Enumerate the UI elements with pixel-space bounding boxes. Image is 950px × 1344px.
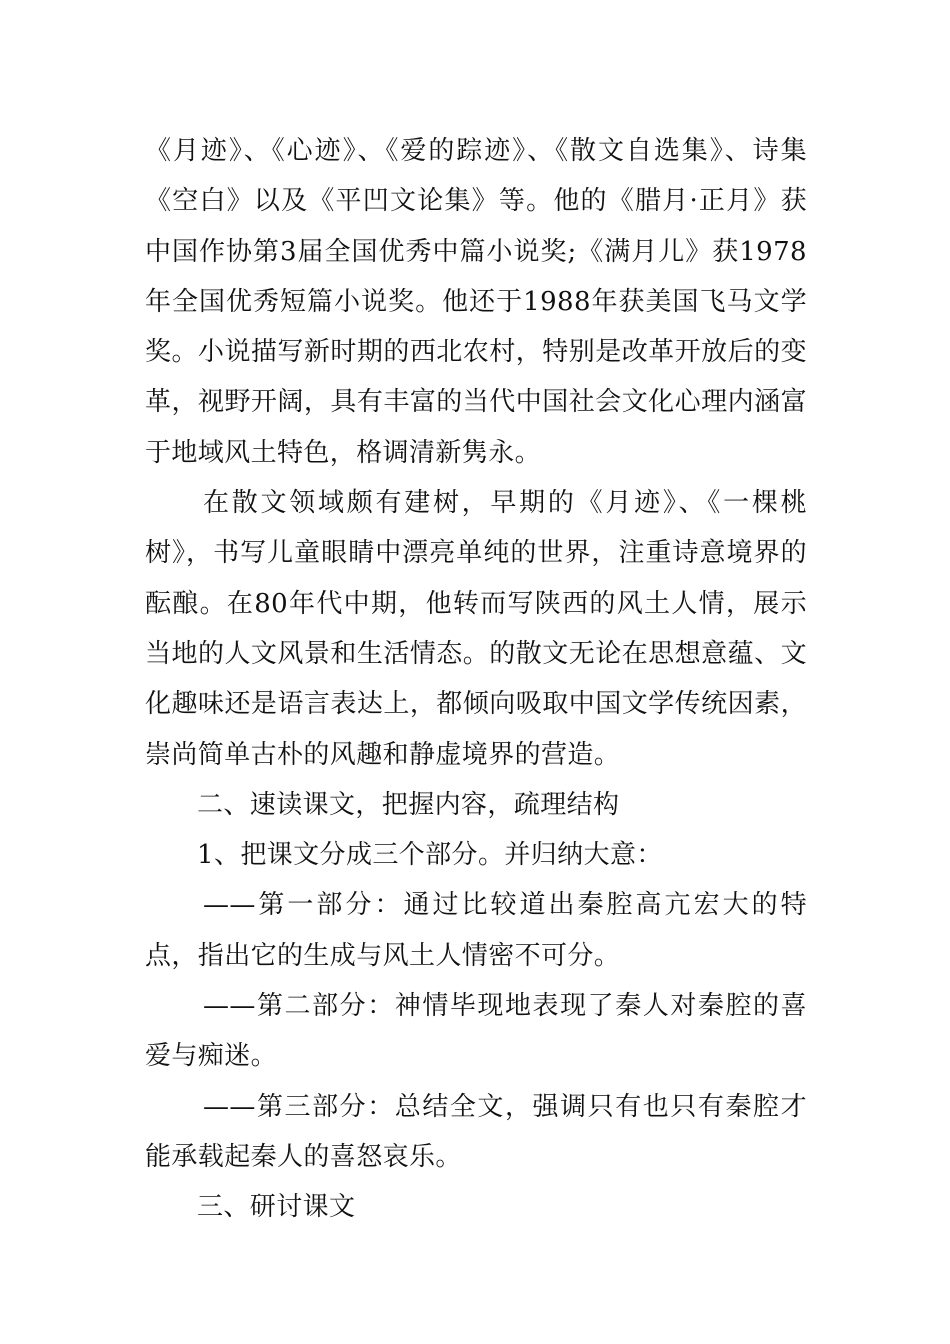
- part-one-summary: ——第一部分：通过比较道出秦腔高亢宏大的特点，指出它的生成与风土人情密不可分。: [145, 890, 807, 971]
- paragraph-author-works: 《月迹》、《心迹》、《爱的踪迹》、《散文自选集》、诗集《空白》以及《平凹文论集》等。他的《腊月·正月》获中国作协第3届全国优秀中篇小说奖;《满月儿》获1978年全国优秀短篇小说奖。他还于1988年获美国飞马文学奖。小说描写新时期的西北农村，特别是改革开放后的变革，视野开阔，具有丰富的当代中国社会文化心理内涵富于地域风土特色，格调清新隽永。: [145, 136, 807, 468]
- task-divide-text: 1、把课文分成三个部分。并归纳大意：: [197, 840, 663, 871]
- document-body: [145, 126, 807, 1233]
- part-two-summary: ——第二部分：神情毕现地表现了秦人对秦腔的喜爱与痴迷。: [145, 991, 807, 1072]
- paragraph-prose-achievements: 在散文领域颇有建树，早期的《月迹》、《一棵桃树》，书写儿童眼睛中漂亮单纯的世界，注重诗意境界的酝酿。在80年代中期，他转而写陕西的风土人情，展示当地的人文风景和生活情态。的散文无论在思想意蕴、文化趣味还是语言表达上，都倾向吸取中国文学传统因素，崇尚简单古朴的风趣和静虚境界的营造。: [145, 488, 807, 770]
- section-heading-quick-reading: 二、速读课文，把握内容，疏理结构: [197, 789, 620, 820]
- section-heading-discussion: 三、研讨课文: [197, 1192, 356, 1223]
- part-three-summary: ——第三部分：总结全文，强调只有也只有秦腔才能承载起秦人的喜怒哀乐。: [145, 1091, 807, 1172]
